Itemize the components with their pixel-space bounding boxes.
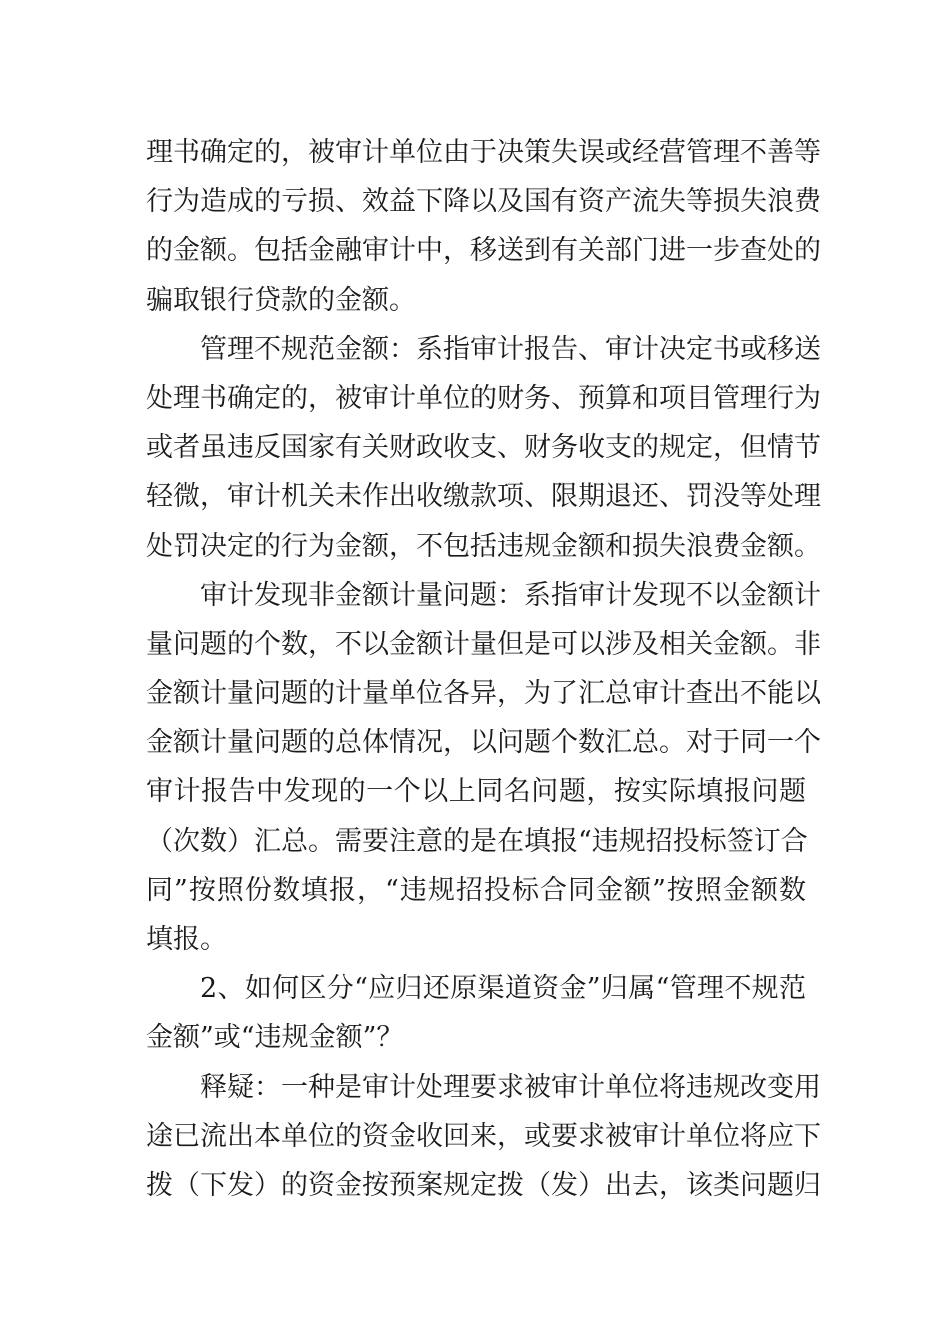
text-line: 释疑：一种是审计处理要求被审计单位将违规改变用 — [200, 1071, 821, 1103]
text-line: 处理书确定的，被审计单位的财务、预算和项目管理行为 — [146, 382, 821, 414]
text-line: 轻微，审计机关未作出收缴款项、限期退还、罚没等处理 — [146, 481, 821, 513]
text-line: 审计报告中发现的一个以上同名问题，按实际填报问题 — [146, 776, 806, 808]
text-line: 拨（下发）的资金按预案规定拨（发）出去，该类问题归 — [146, 1169, 821, 1201]
text-line: 骗取银行贷款的金额。 — [146, 284, 416, 316]
text-line: 管理不规范金额：系指审计报告、审计决定书或移送 — [200, 333, 821, 365]
text-line: 理书确定的，被审计单位由于决策失误或经营管理不善等 — [146, 137, 821, 168]
text-line: 审计发现非金额计量问题：系指审计发现不以金额计 — [200, 579, 821, 611]
text-line: 2、如何区分“应归还原渠道资金”归属“管理不规范 — [200, 973, 806, 1005]
body-text — [146, 128, 821, 1210]
text-line: 途已流出本单位的资金收回来，或要求被审计单位将应下 — [146, 1120, 821, 1152]
text-line: 金额”或“违规金额”？ — [146, 1022, 404, 1054]
text-line: 同”按照份数填报，“违规招投标合同金额”按照金额数 — [146, 874, 806, 906]
text-line: 金额计量问题的计量单位各异，为了汇总审计查出不能以 — [146, 678, 821, 710]
text-line: 金额计量问题的总体情况，以问题个数汇总。对于同一个 — [146, 727, 821, 759]
text-line: 的金额。包括金融审计中，移送到有关部门进一步查处的 — [146, 235, 821, 267]
text-line: 处罚决定的行为金额，不包括违规金额和损失浪费金额。 — [146, 530, 821, 562]
text-line: 填报。 — [146, 924, 227, 955]
text-line: 或者虽违反国家有关财政收支、财务收支的规定，但情节 — [146, 432, 821, 464]
text-line: 量问题的个数，不以金额计量但是可以涉及相关金额。非 — [146, 628, 821, 660]
text-line: （次数）汇总。需要注意的是在填报“违规招投标签订合 — [146, 825, 808, 857]
text-line: 行为造成的亏损、效益下降以及国有资产流失等损失浪费 — [146, 186, 821, 218]
